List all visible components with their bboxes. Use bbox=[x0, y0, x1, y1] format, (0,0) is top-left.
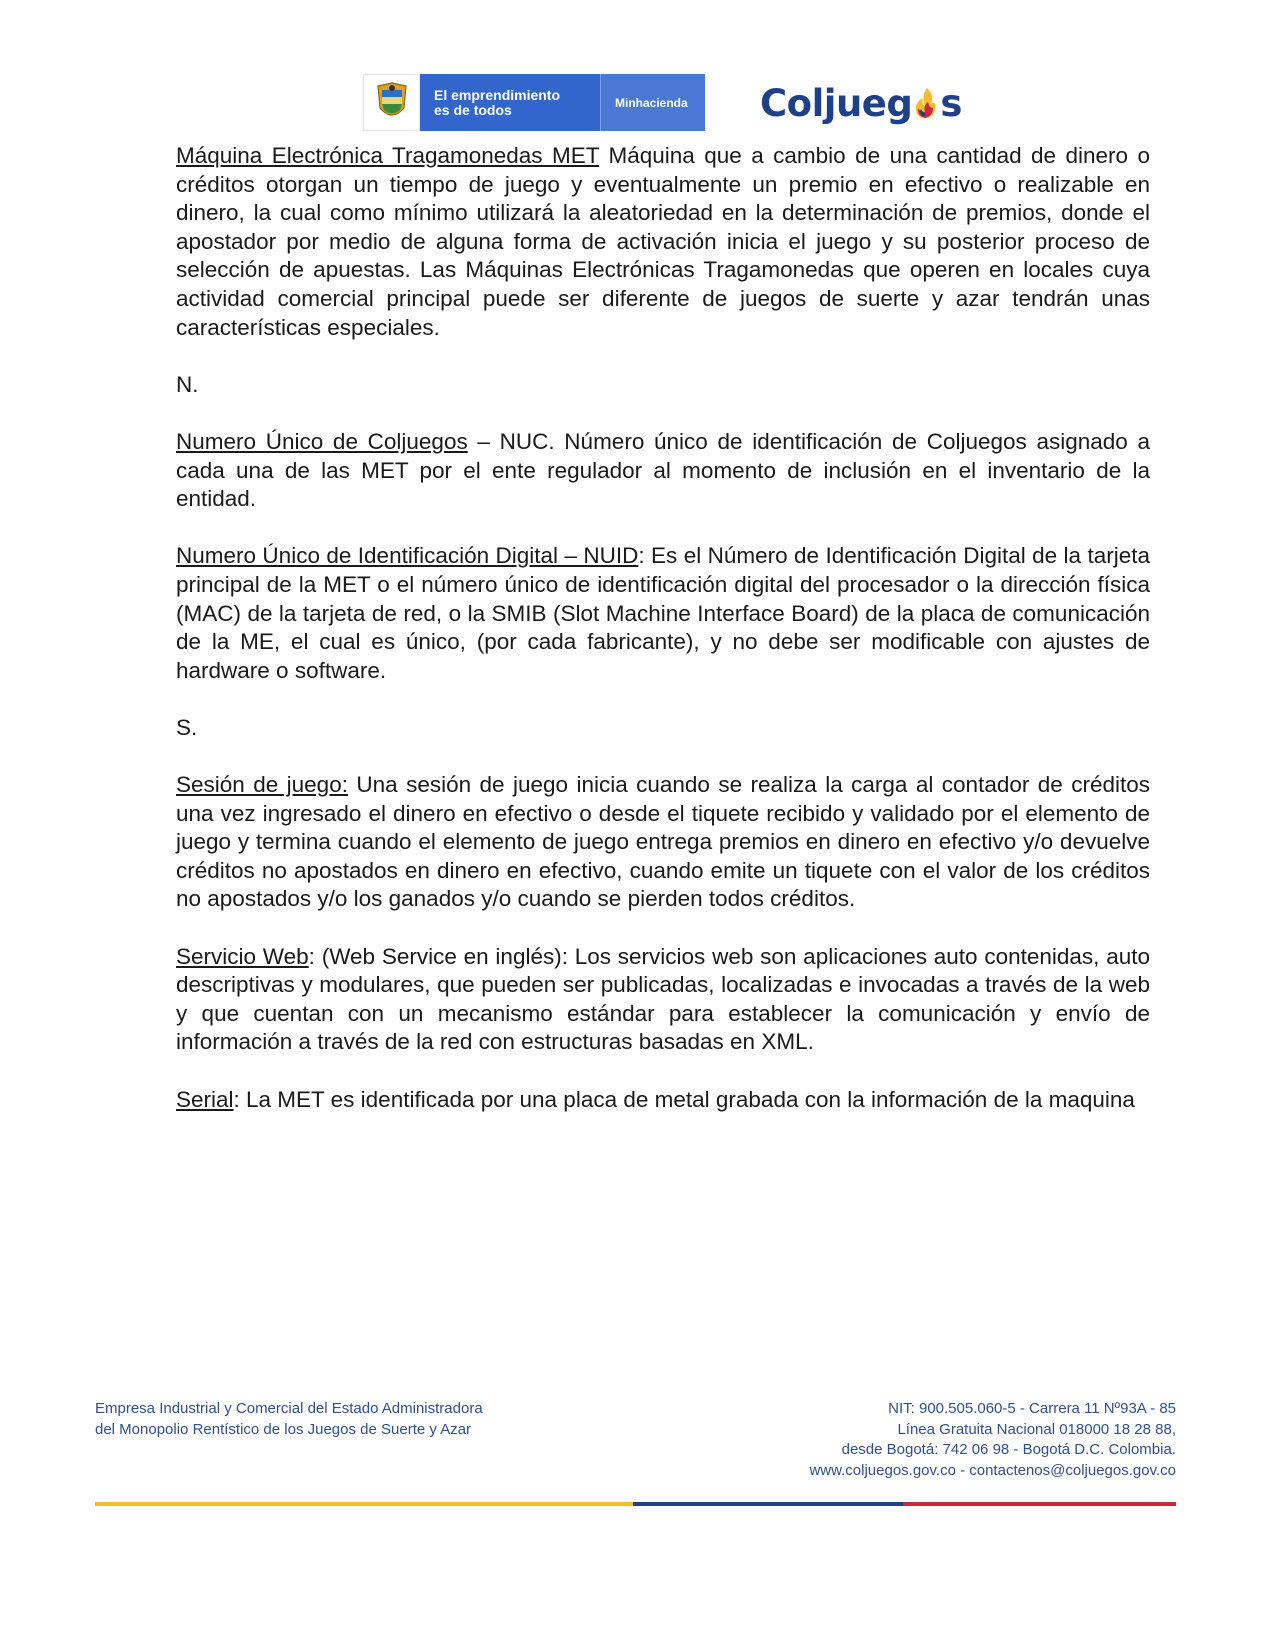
footer-organization bbox=[95, 1399, 483, 1440]
definition-servicio-web bbox=[176, 943, 1150, 1057]
gov-slogan-line1: El emprendimiento bbox=[434, 86, 561, 103]
term-met: Máquina Electrónica Tragamonedas MET bbox=[176, 143, 600, 168]
coljuegos-logo bbox=[760, 80, 962, 126]
flame-icon bbox=[913, 86, 939, 120]
footer-left-line1: Empresa Industrial y Comercial del Estado Administradora bbox=[95, 1400, 483, 1417]
term-sesion: Sesión de juego: bbox=[176, 772, 348, 798]
footer-phone-line: Línea Gratuita Nacional 018000 18 28 88, bbox=[897, 1420, 1176, 1438]
footer-nit-address: NIT: 900.505.060-5 - Carrera 11 Nº93A - 85 bbox=[888, 1400, 1176, 1417]
footer-contact bbox=[809, 1399, 1176, 1481]
term-servicio-web: Servicio Web bbox=[176, 943, 309, 969]
footer-flag-stripe bbox=[95, 1502, 1176, 1506]
term-nuc: Numero Único de Coljuegos bbox=[176, 428, 468, 454]
definition-nuc bbox=[176, 428, 1150, 514]
term-serial: Serial bbox=[176, 1086, 234, 1112]
stripe-blue bbox=[633, 1502, 903, 1506]
coat-of-arms-icon bbox=[363, 74, 420, 131]
definition-nuid-text: : Es el Número de Identificación Digital de la tarjeta principal de la MET o el número único de identificación digital del procesador o la dirección física (MAC) de la tarjeta de red, o la SMIB (Slot Machine Interface Board) de la placa de comunicación de la ME, el cual es único, (por cada fabricante), y no debe ser modificable con ajustes de hardware o software. bbox=[176, 543, 1151, 683]
footer-web-email[interactable]: www.coljuegos.gov.co - contactenos@coljuegos.gov.co bbox=[809, 1461, 1176, 1479]
section-letter-s: S. bbox=[176, 714, 198, 740]
definition-serial-text: : La MET es identificada por una placa de metal grabada con la información de la maquina bbox=[233, 1086, 1135, 1112]
stripe-red bbox=[903, 1502, 1176, 1506]
definition-nuc-text: – NUC. Número único de identificación de Coljuegos asignado a cada una de las MET por el ente regulador al momento de inclusión en el inventario de la entidad. bbox=[176, 428, 1150, 512]
document-body bbox=[176, 142, 1150, 1143]
definition-servicio-web-text: : (Web Service en inglés): Los servicios web son aplicaciones auto contenidas, auto descriptivas y modulares, que pueden ser publicadas, localizadas e invocadas a través de la web y que cuentan con un mecanismo estándar para establecer la comunicación y envío de información a través de la red con estructuras basadas en XML. bbox=[176, 943, 1150, 1055]
government-banner bbox=[363, 74, 705, 131]
definition-met-text: Máquina que a cambio de una cantidad de dinero o créditos otorgan un tiempo de juego y eventualmente un premio en efectivo o realizable en dinero, la cual como mínimo utilizará la aleatoriedad en la determinación de premios, donde el apostador por medio de alguna forma de activación inicia el juego y su posterior proceso de selección de apuestas. Las Máquinas Electrónicas Tragamonedas que operen en locales cuya actividad comercial principal puede ser diferente de juegos de suerte y azar tendrán unas características especiales. bbox=[176, 143, 1150, 340]
footer-bogota-phone: desde Bogotá: 742 06 98 - Bogotá D.C. Colombia. bbox=[841, 1441, 1176, 1458]
gov-slogan bbox=[420, 74, 600, 131]
definition-sesion-text: Una sesión de juego inicia cuando se realiza la carga al contador de créditos una vez ingresado el dinero en efectivo o desde el tiquete recibido y validado por el elemento de juego y termina cuando el elemento de juego entrega premios en dinero en efectivo y/o devuelve créditos no apostados en dinero en efectivo, cuando emite un tiquete con el valor de los créditos no apostados y/o los ganados y/o cuando se pierden todos créditos. bbox=[176, 772, 1150, 912]
definition-sesion bbox=[176, 771, 1150, 914]
gov-slogan-line2: es de todos bbox=[434, 101, 512, 118]
gov-ministry: Minhacienda bbox=[600, 74, 705, 131]
stripe-yellow bbox=[95, 1502, 633, 1506]
definition-met bbox=[176, 142, 1150, 342]
term-nuid: Numero Único de Identificación Digital – NUID bbox=[176, 543, 639, 569]
brand-text-part1: Coljueg bbox=[760, 81, 913, 125]
definition-nuid bbox=[176, 542, 1150, 685]
brand-text-part2: s bbox=[940, 81, 962, 125]
section-letter-n: N. bbox=[176, 371, 199, 397]
footer-left-line2: del Monopolio Rentístico de los Juegos de Suerte y Azar bbox=[95, 1420, 472, 1438]
definition-serial bbox=[176, 1086, 1150, 1115]
